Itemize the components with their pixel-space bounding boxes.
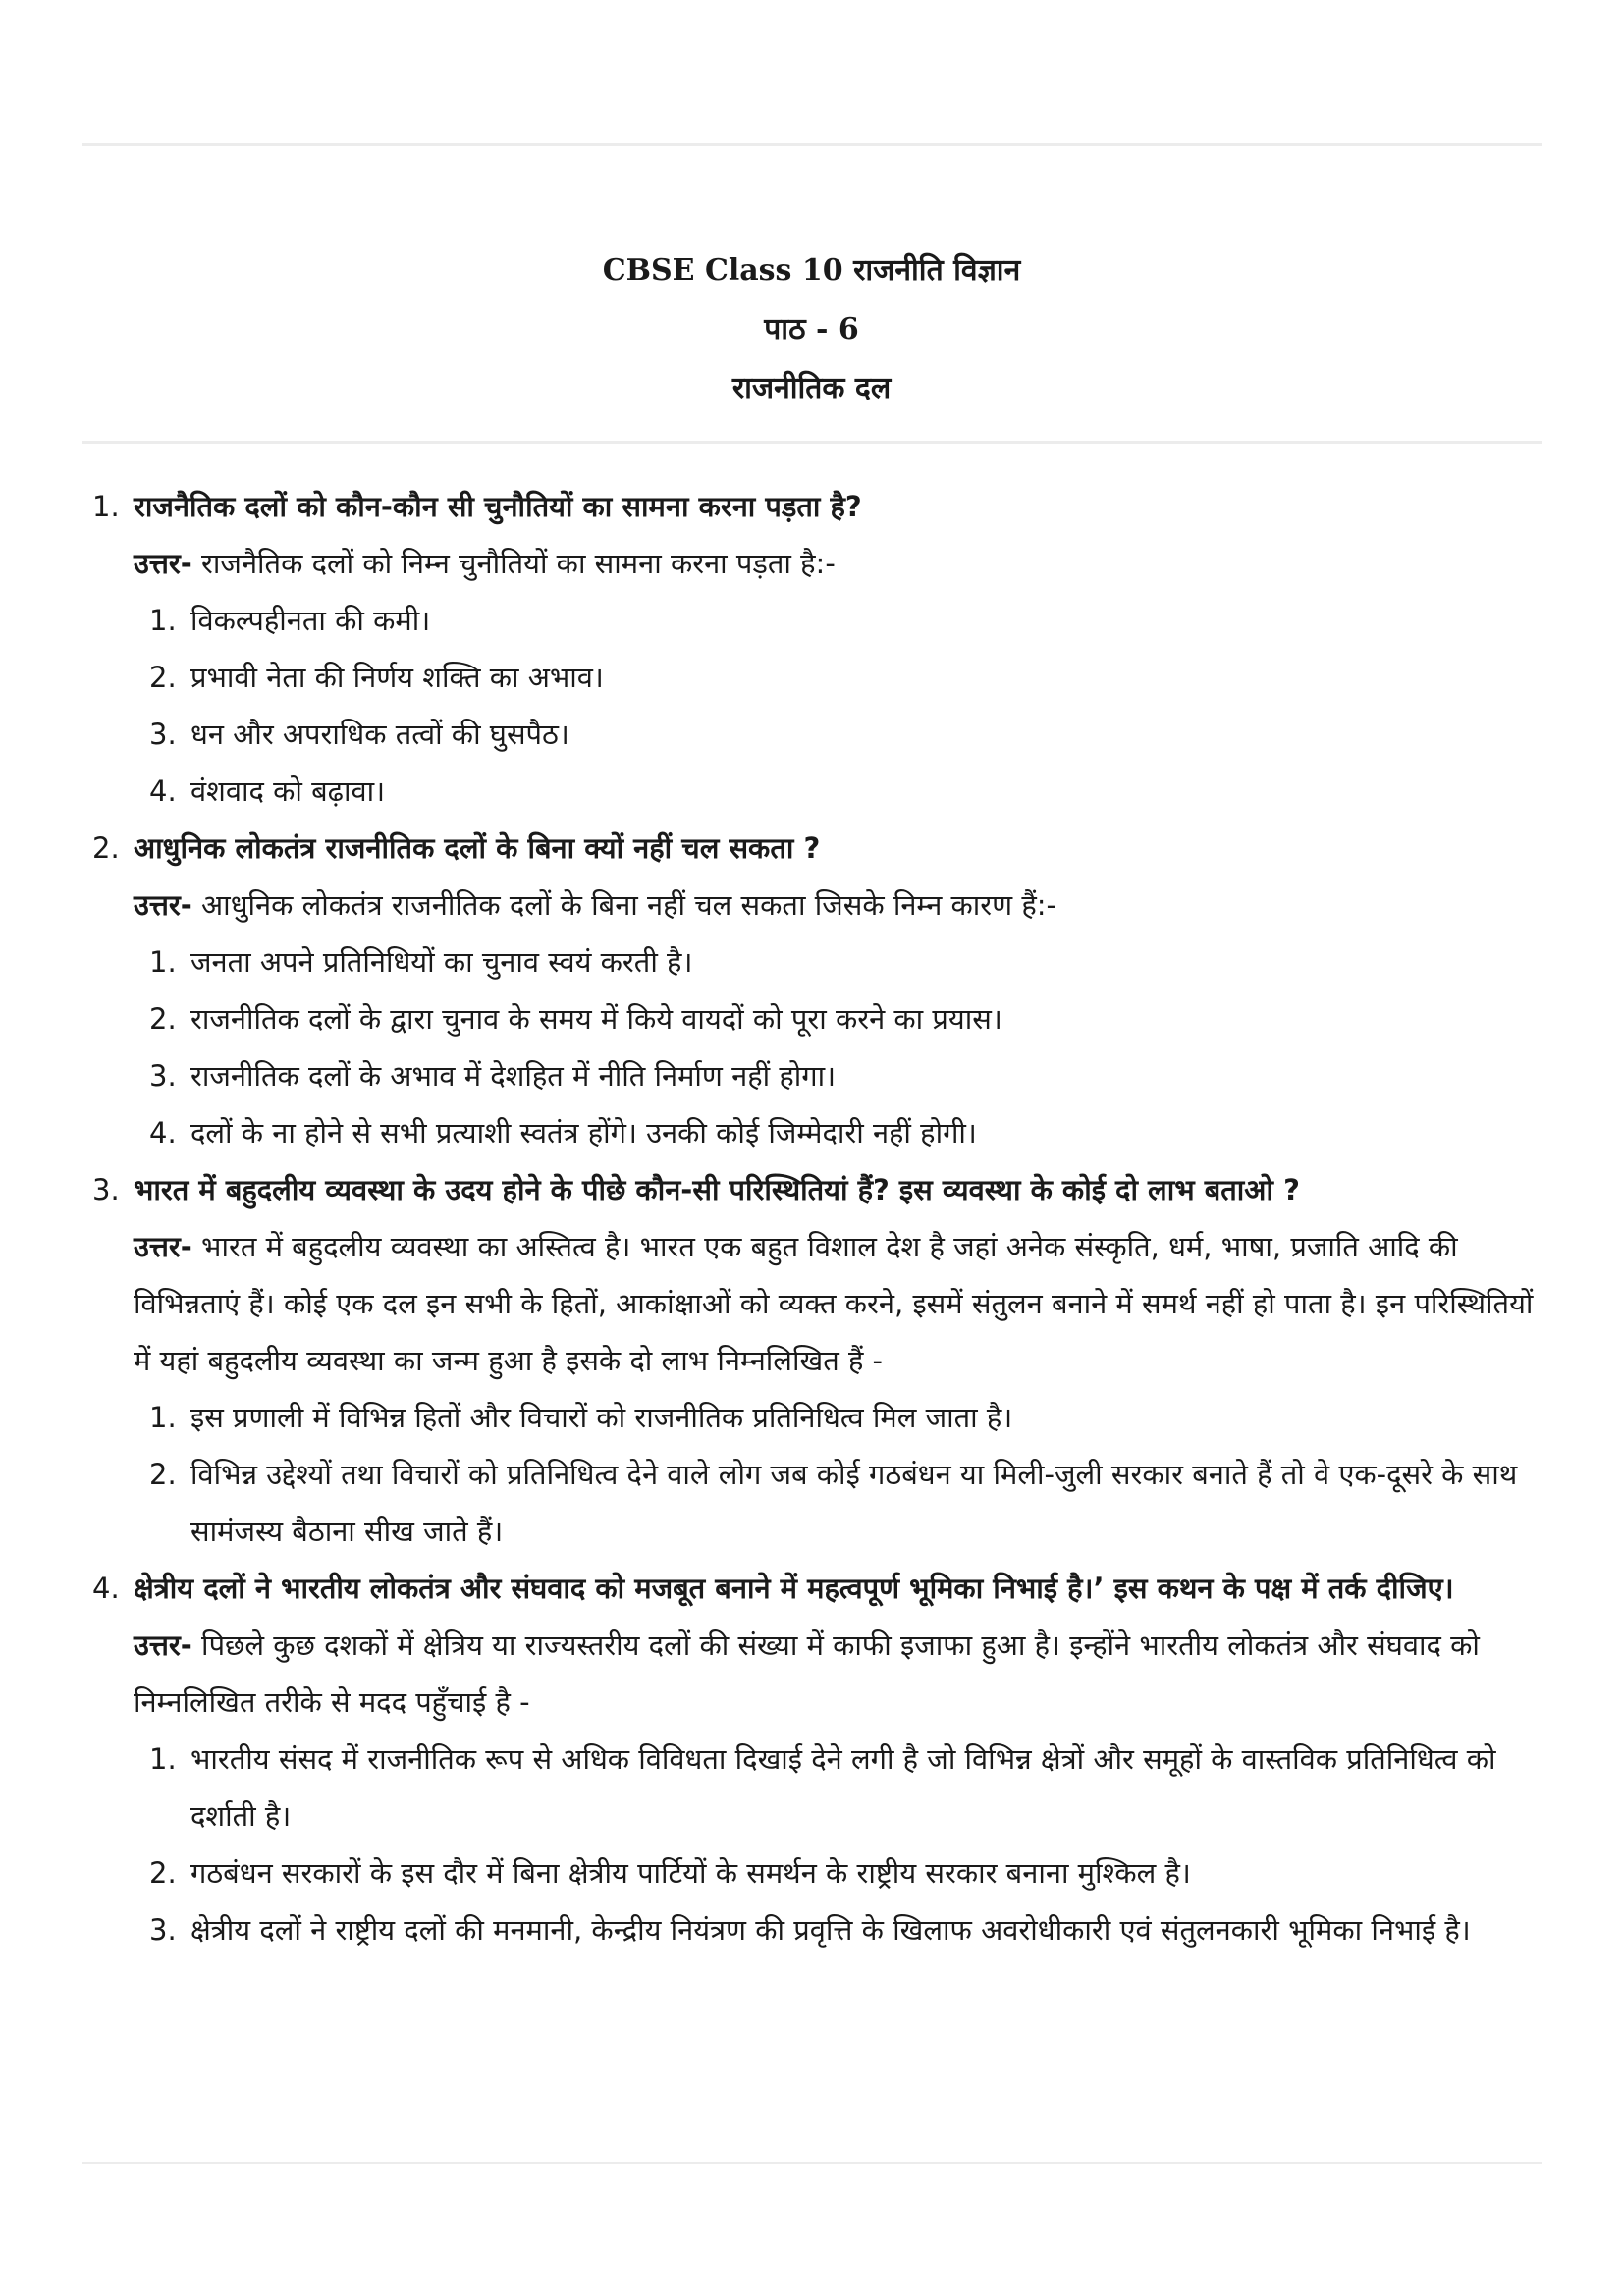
point-text: धन और अपराधिक तत्वों की घुसपैठ। <box>190 718 569 751</box>
answer-text: राजनैतिक दलों को निम्न चुनौतियों का सामना करना पड़ता है:- <box>191 547 836 580</box>
point-text: राजनीतिक दलों के द्वारा चुनाव के समय में किये वायदों को पूरा करने का प्रयास। <box>190 1002 1002 1036</box>
answer-text: भारत में बहुदलीय व्यवस्था का अस्तित्व है। भारत एक बहुत विशाल देश है जहां अनेक संस्कृति, धर्म, भाषा, प्रजाति आदि की विभिन्नताएं हैं। कोई एक दल इन सभी के हितों, आकांक्षाओं को व्यक्त करने, इसमें संतुलन बनाने में समर्थ नहीं हो पाता है। इन परिस्थितियों में यहां बहुदलीय व्यवस्था का जन्म हुआ है इसके दो लाभ निम्नलिखित हैं - <box>134 1230 1534 1377</box>
question-block <box>92 1560 1545 1958</box>
question-number: 1. <box>92 490 120 523</box>
point-number: 2. <box>149 1856 177 1890</box>
question-number: 3. <box>92 1173 120 1206</box>
question-text: भारत में बहुदलीय व्यवस्था के उदय होने के पीछे कौन-सी परिस्थितियां हैं? इस व्यवस्था के कोई दो लाभ बताओ ? <box>134 1173 1300 1206</box>
answer-point <box>149 1844 1545 1901</box>
answer-label: उत्तर- <box>134 888 192 922</box>
answer-text: आधुनिक लोकतंत्र राजनीतिक दलों के बिना नहीं चल सकता जिसके निम्न कारण हैं:- <box>191 888 1056 922</box>
answer-label: उत्तर- <box>134 1629 192 1662</box>
point-number: 3. <box>149 1059 177 1093</box>
question-text: आधुनिक लोकतंत्र राजनीतिक दलों के बिना क्यों नहीं चल सकता ? <box>134 831 821 865</box>
top-divider <box>82 143 1542 146</box>
answer-point <box>149 649 1545 706</box>
question-row <box>92 1161 1545 1218</box>
point-number: 2. <box>149 1002 177 1036</box>
answer-point <box>149 1104 1545 1161</box>
question-row <box>92 1560 1545 1617</box>
answer-paragraph <box>134 535 1545 592</box>
answer-point <box>149 1901 1545 1958</box>
question-block <box>92 820 1545 1161</box>
point-text: गठबंधन सरकारों के इस दौर में बिना क्षेत्रीय पार्टियों के समर्थन के राष्ट्रीय सरकार बनाना मुश्किल है। <box>190 1856 1191 1890</box>
question-row <box>92 478 1545 535</box>
point-text: विभिन्न उद्देश्यों तथा विचारों को प्रतिनिधित्व देने वाले लोग जब कोई गठबंधन या मिली-जुली सरकार बनाते हैं तो वे एक-दूसरे के साथ सामंजस्य बैठाना सीख जाते हैं। <box>190 1458 1518 1548</box>
answer-label: उत्तर- <box>134 1230 192 1263</box>
question-text: राजनैतिक दलों को कौन-कौन सी चुनौतियों का सामना करना पड़ता है? <box>134 490 862 523</box>
question-list <box>92 478 1545 1958</box>
point-number: 2. <box>149 1458 177 1491</box>
document-title: CBSE Class 10 राजनीति विज्ञान <box>602 253 1021 288</box>
chapter-number: पाठ - 6 <box>764 312 859 347</box>
question-row <box>92 820 1545 877</box>
point-number: 1. <box>149 1401 177 1434</box>
point-text: भारतीय संसद में राजनीतिक रूप से अधिक विविधता दिखाई देने लगी है जो विभिन्न क्षेत्रों और समूहों के वास्तविक प्रतिनिधित्व को दर्शाती है। <box>190 1742 1496 1833</box>
point-number: 1. <box>149 604 177 637</box>
point-number: 3. <box>149 1913 177 1947</box>
chapter-topic: राजनीतिक दल <box>731 371 892 405</box>
point-text: क्षेत्रीय दलों ने राष्ट्रीय दलों की मनमानी, केन्द्रीय नियंत्रण की प्रवृत्ति के खिलाफ अवरोधीकारी एवं संतुलनकारी भूमिका निभाई है। <box>190 1913 1471 1947</box>
answer-point <box>149 592 1545 649</box>
question-block <box>92 1161 1545 1560</box>
point-number: 4. <box>149 1116 177 1149</box>
answer-text: पिछले कुछ दशकों में क्षेत्रिय या राज्यस्तरीय दलों की संख्या में काफी इजाफा हुआ है। इन्होंने भारतीय लोकतंत्र और संघवाद को निम्नलिखित तरीके से मदद पहुँचाई है - <box>134 1629 1480 1719</box>
point-text: वंशवाद को बढ़ावा। <box>190 774 386 808</box>
point-number: 1. <box>149 1742 177 1776</box>
answer-point <box>149 763 1545 820</box>
answer-point <box>149 1389 1545 1446</box>
point-number: 2. <box>149 661 177 694</box>
point-number: 4. <box>149 774 177 808</box>
answer-paragraph <box>134 1218 1545 1389</box>
question-text: क्षेत्रीय दलों ने भारतीय लोकतंत्र और संघवाद को मजबूत बनाने में महत्वपूर्ण भूमिका निभाई है।’ इस कथन के पक्ष में तर्क दीजिए। <box>134 1572 1454 1605</box>
point-text: विकल्पहीनता की कमी। <box>190 604 431 637</box>
answer-paragraph <box>134 1617 1545 1731</box>
point-text: जनता अपने प्रतिनिधियों का चुनाव स्वयं करती है। <box>190 945 693 979</box>
point-text: प्रभावी नेता की निर्णय शक्ति का अभाव। <box>190 661 604 694</box>
answer-point <box>149 1731 1545 1844</box>
answer-point <box>149 1446 1545 1560</box>
bottom-divider <box>82 2162 1542 2164</box>
question-number: 2. <box>92 831 120 865</box>
answer-point <box>149 934 1545 990</box>
answer-label: उत्तर- <box>134 547 192 580</box>
answer-point <box>149 1047 1545 1104</box>
point-number: 1. <box>149 945 177 979</box>
question-number: 4. <box>92 1572 120 1605</box>
answer-paragraph <box>134 877 1545 934</box>
question-block <box>92 478 1545 820</box>
document-header <box>0 241 1623 418</box>
point-number: 3. <box>149 718 177 751</box>
answer-point <box>149 706 1545 763</box>
header-divider <box>82 441 1542 444</box>
point-text: इस प्रणाली में विभिन्न हितों और विचारों को राजनीतिक प्रतिनिधित्व मिल जाता है। <box>190 1401 1013 1434</box>
answer-point <box>149 990 1545 1047</box>
point-text: राजनीतिक दलों के अभाव में देशहित में नीति निर्माण नहीं होगा। <box>190 1059 837 1093</box>
point-text: दलों के ना होने से सभी प्रत्याशी स्वतंत्र होंगे। उनकी कोई जिम्मेदारी नहीं होगी। <box>190 1116 977 1149</box>
